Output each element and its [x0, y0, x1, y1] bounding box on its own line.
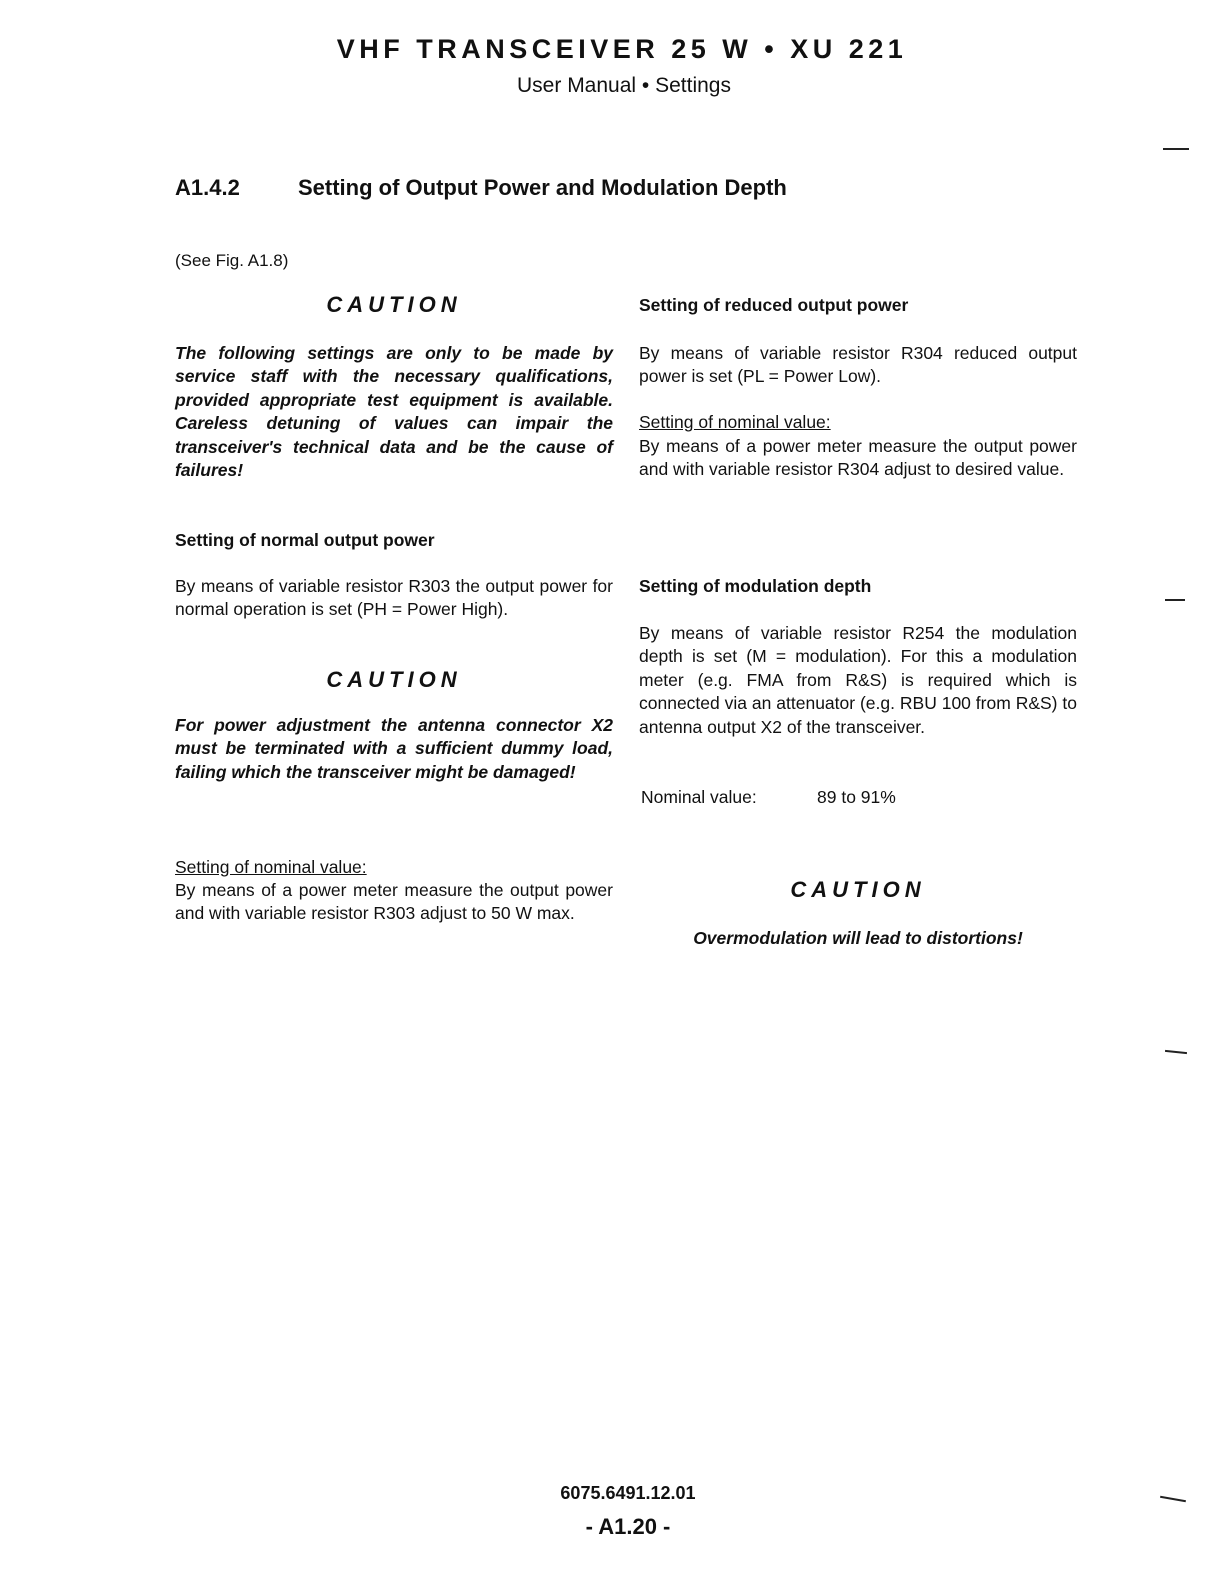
- nominal-value-label: Nominal value:: [641, 787, 757, 807]
- scan-mark: [1165, 1050, 1187, 1054]
- page-number: - A1.20 -: [585, 1514, 671, 1539]
- modulation-heading: Setting of modulation depth: [639, 576, 872, 596]
- section-title: Setting of Output Power and Modulation Depth: [298, 175, 787, 200]
- caution-text-2: For power adjustment the antenna connector X2 must be terminated with a sufficient dummy load, failing which the transceiver might be damaged!: [175, 715, 613, 782]
- document-subtitle: User Manual • Settings: [517, 74, 731, 97]
- caution-text-3: Overmodulation will lead to distortions!: [693, 928, 1023, 948]
- nominal-value-text-right: By means of a power meter measure the output power and with variable resistor R304 adjust to desired value.: [639, 436, 1077, 480]
- reduced-power-heading: Setting of reduced output power: [639, 295, 909, 315]
- normal-power-heading: Setting of normal output power: [175, 530, 435, 550]
- figure-reference: (See Fig. A1.8): [175, 251, 289, 270]
- caution-heading-3: CAUTION: [790, 877, 926, 902]
- nominal-value-text-left: By means of a power meter measure the output power and with variable resistor R303 adjust to 50 W max.: [175, 880, 613, 924]
- modulation-text: By means of variable resistor R254 the modulation depth is set (M = modulation). For this a modulation meter (e.g. FMA from R&S) is required which is connected via an attenuator (e.g. RBU 100 from R&S) to antenna output X2 of the transceiver.: [639, 623, 1077, 737]
- document-title: VHF TRANSCEIVER 25 W • XU 221: [336, 34, 908, 64]
- nominal-value-range: 89 to 91%: [817, 787, 896, 807]
- caution-text-1: The following settings are only to be made by service staff with the necessary qualifications, provided appropriate test equipment is available. Careless detuning of values can impair the transceiver's technical data and be the cause of failures!: [175, 343, 613, 481]
- scan-mark: [1165, 599, 1185, 601]
- caution-heading-1: CAUTION: [326, 292, 462, 317]
- scan-mark: [1163, 148, 1189, 150]
- document-code: 6075.6491.12.01: [560, 1483, 696, 1503]
- nominal-value-heading-right: Setting of nominal value:: [639, 412, 831, 432]
- normal-power-text: By means of variable resistor R303 the output power for normal operation is set (PH = Power High).: [175, 576, 613, 620]
- section-number: A1.4.2: [175, 175, 240, 200]
- caution-heading-2: CAUTION: [326, 667, 462, 692]
- nominal-value-heading-left: Setting of nominal value:: [175, 857, 367, 877]
- reduced-power-text: By means of variable resistor R304 reduced output power is set (PL = Power Low).: [639, 343, 1077, 387]
